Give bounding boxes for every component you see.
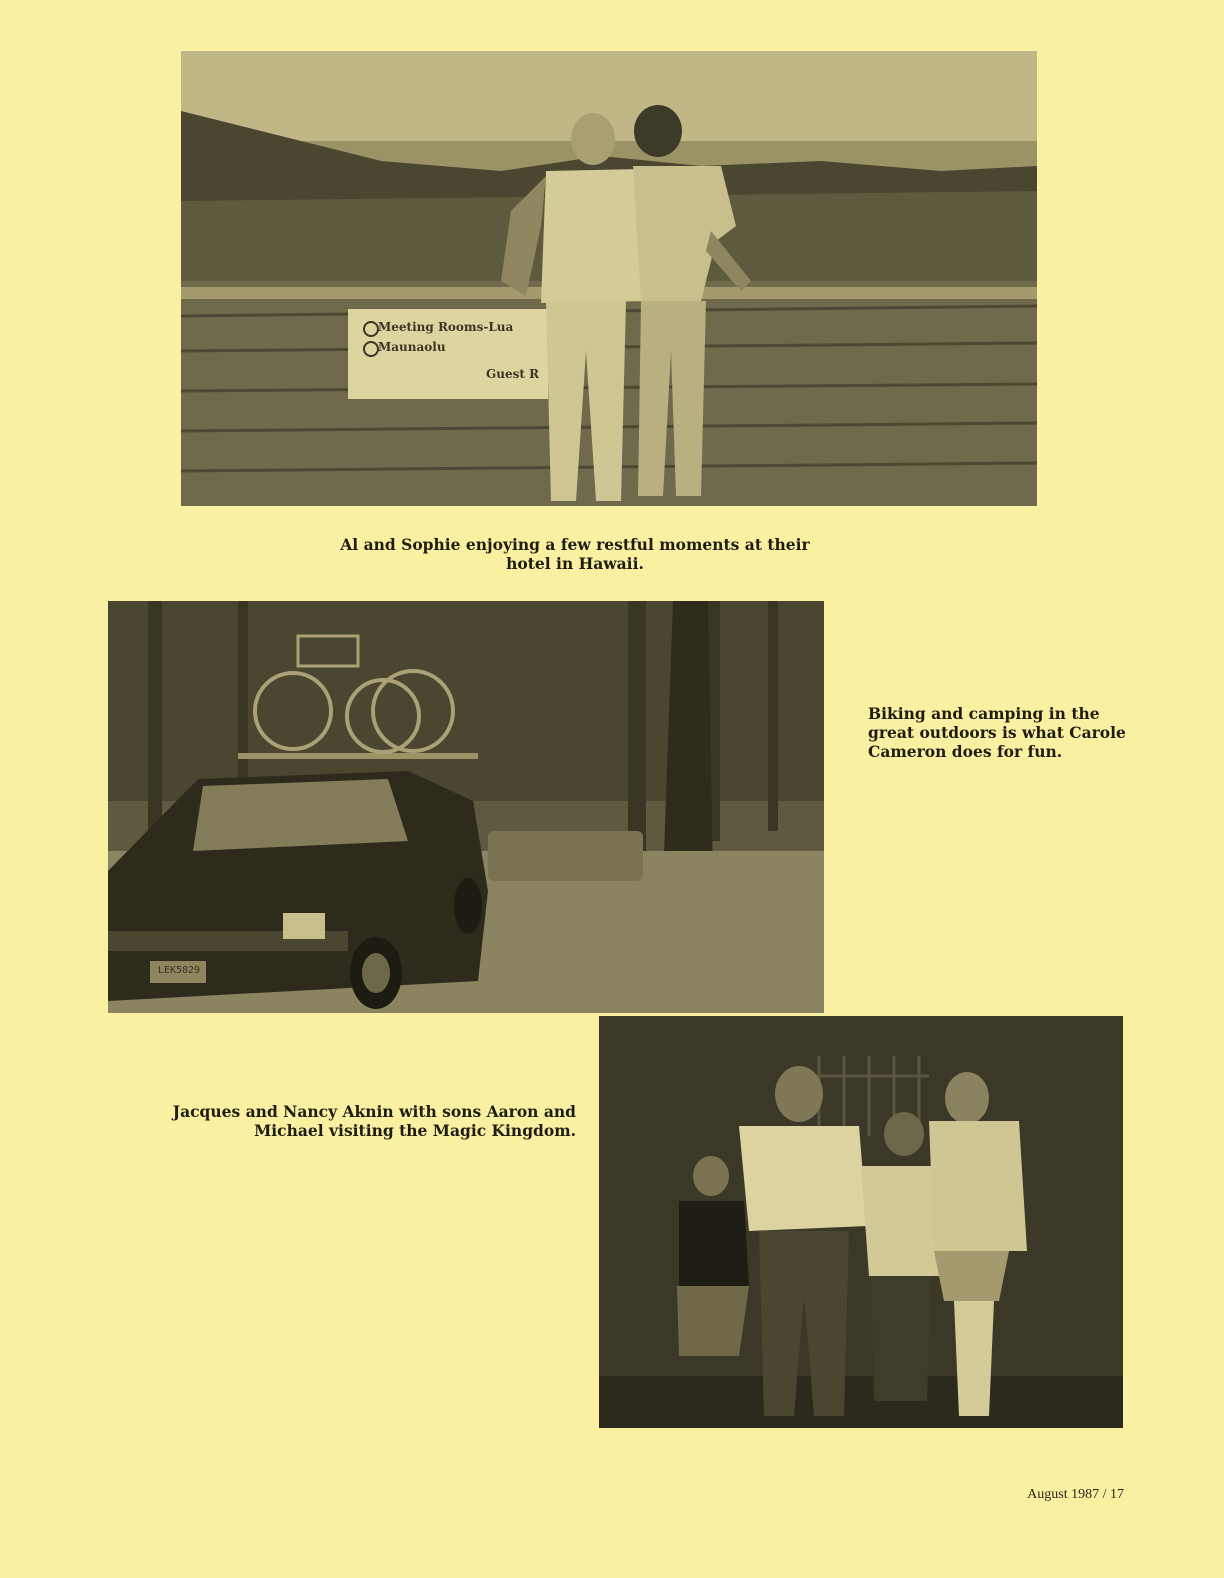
caption-biking-line-2: great outdoors is what Carole (868, 723, 1126, 742)
caption-biking-line-3: Cameron does for fun. (868, 742, 1063, 761)
caption-magic-kingdom (140, 1102, 576, 1140)
caption-hawaii (330, 535, 820, 573)
caption-magic-kingdom-line-1: Jacques and Nancy Aknin with sons Aaron and (172, 1102, 576, 1121)
footer-page-number: 17 (1110, 1487, 1124, 1502)
footer-issue: August 1987 (1027, 1487, 1100, 1502)
hawaii-sign-line-3: Guest R (486, 367, 540, 381)
photo-magic-kingdom (599, 1016, 1123, 1428)
photo-hawaii-art (181, 51, 1037, 506)
caption-hawaii-line-2: hotel in Hawaii. (506, 554, 644, 573)
caption-hawaii-line-1: Al and Sophie enjoying a few restful moments at their (340, 535, 810, 554)
caption-magic-kingdom-line-2: Michael visiting the Magic Kingdom. (254, 1121, 576, 1140)
hawaii-sign-line-1: Meeting Rooms-Lua (378, 320, 514, 334)
photo-camping (108, 601, 824, 1013)
photo-camping-art (108, 601, 824, 1013)
hawaii-sign-line-2: Maunaolu (378, 340, 446, 354)
hawaii-sign (348, 309, 548, 399)
caption-biking-line-1: Biking and camping in the (868, 704, 1100, 723)
page-footer (1027, 1487, 1124, 1503)
photo-magic-kingdom-art (599, 1016, 1123, 1428)
caption-biking (868, 704, 1138, 761)
footer-separator: / (1099, 1487, 1110, 1502)
license-plate: LEK5829 (157, 965, 201, 976)
photo-hawaii (181, 51, 1037, 506)
